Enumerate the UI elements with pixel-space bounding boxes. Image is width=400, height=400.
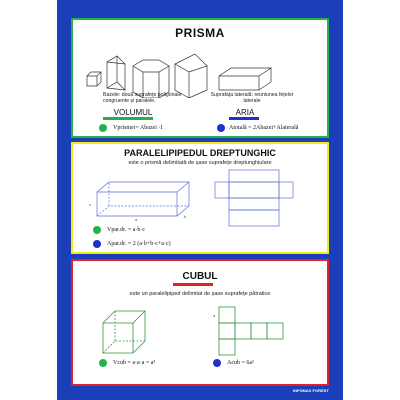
cuboid-panel [71,142,329,254]
prism-panel [71,18,329,138]
cuboid-volume-dot [93,226,101,234]
prism-shapes [75,38,329,98]
poster-frame [57,0,343,400]
cuboid-edge-c-label: c [89,202,91,207]
cuboid-subtitle: este o prismă delimitată de șase suprafețe dreptunghiulare [128,160,272,166]
prism-area-bar [229,117,259,120]
prism-bases-text: Bazele: două suprafețe poligonale congruente și paralele. [103,92,182,104]
cube-3d-drawing [95,305,155,357]
publisher-logo: INFOMAX FOREST [293,388,329,393]
cuboid-title: PARALELIPIPEDUL DREPTUNGHIC [124,148,276,158]
prism-volume-formula: Vprismei= Abazei ·I [113,125,163,131]
cuboid-edge-a-label: a [135,217,138,222]
cube-subtitle: este un paralelipiped delimitat de șase suprafețe pătratice [129,291,271,297]
cuboid-area-formula: Apar.dr. = 2 (a·b+b·c+a·c) [107,241,171,247]
cube-edge-label: a [213,313,216,318]
prism-lateral-text: Suprafața laterală: reuniunea fețelor laterale [210,92,294,104]
cube-net-drawing [209,303,319,375]
prism-volume-bar [103,117,153,120]
prism-volume-dot [99,124,107,132]
cube-area-dot [213,359,221,367]
cuboid-volume-formula: Vpar.dr. = a·b·c [107,227,146,233]
cube-panel [71,259,329,386]
cuboid-net-drawing [213,168,313,248]
prism-volume-label: VOLUMUL [113,108,153,117]
cube-title-bar [173,283,213,286]
cuboid-edge-b-label: b [184,214,187,219]
cuboid-area-dot [93,240,101,248]
cube-volume-dot [99,359,107,367]
cube-title: CUBUL [182,271,218,282]
cuboid-3d-drawing [83,174,193,224]
cube-area-formula: Acub = 6a² [227,360,254,366]
prism-area-dot [217,124,225,132]
cube-volume-formula: Vcub = a·a·a = a³ [113,360,156,366]
prism-area-label: ARIA [235,108,255,117]
prism-title: PRISMA [175,26,225,40]
prism-area-formula: Atotală = 2Abazei+Alaterală [229,125,299,131]
